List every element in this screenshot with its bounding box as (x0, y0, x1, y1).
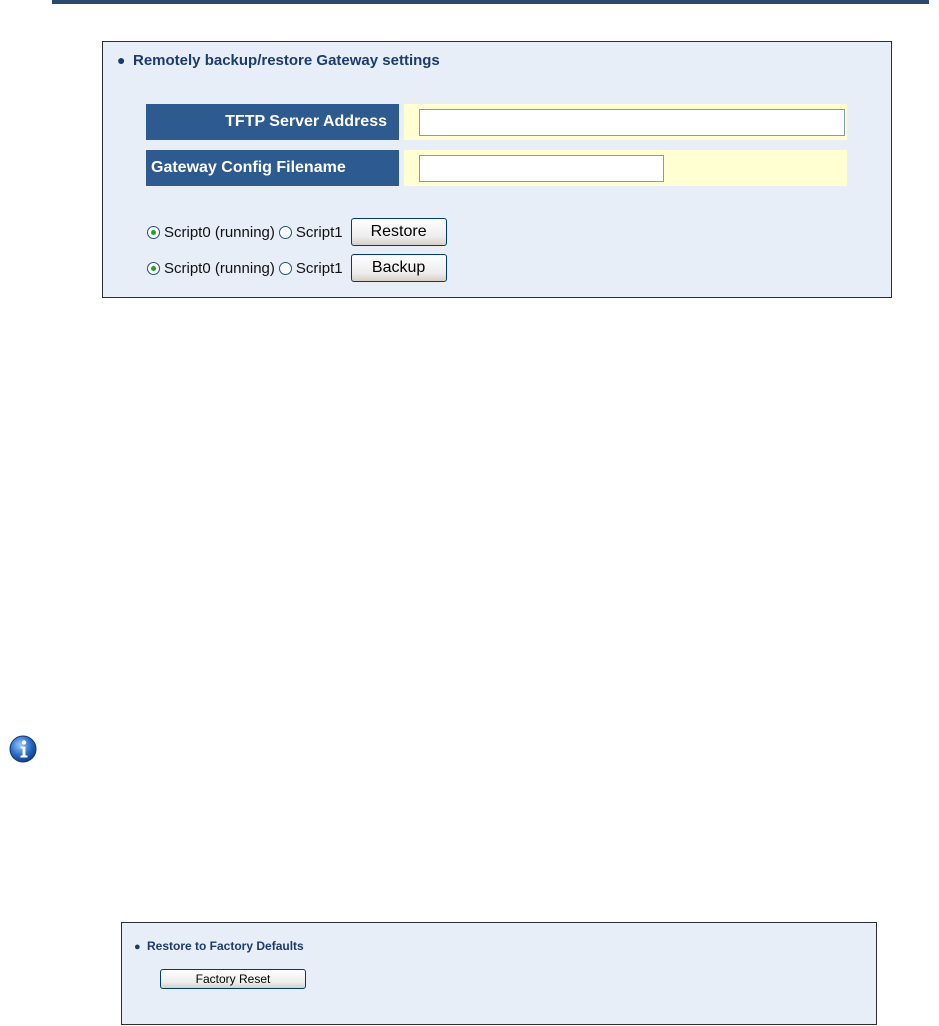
restore-script1-radio[interactable] (279, 226, 292, 239)
backup-restore-panel (102, 41, 892, 298)
factory-defaults-panel (121, 922, 877, 1025)
backup-restore-heading (117, 52, 440, 69)
backup-row (147, 254, 447, 282)
restore-script0-label: Script0 (running) (164, 223, 275, 241)
gateway-config-filename-cell (404, 150, 847, 186)
backup-restore-heading-text: Remotely backup/restore Gateway settings (133, 52, 440, 69)
gateway-config-filename-input[interactable] (419, 155, 664, 182)
restore-button[interactable]: Restore (351, 218, 447, 246)
backup-script0-radio[interactable] (147, 262, 160, 275)
factory-defaults-heading-text: Restore to Factory Defaults (147, 939, 304, 953)
factory-reset-button[interactable]: Factory Reset (160, 969, 306, 989)
restore-row (147, 218, 447, 246)
backup-script1-radio[interactable] (279, 262, 292, 275)
backup-script0-label: Script0 (running) (164, 259, 275, 277)
restore-script0-radio[interactable] (147, 226, 160, 239)
backup-script1-label: Script1 (295, 259, 343, 277)
tftp-server-address-label: TFTP Server Address (146, 104, 399, 140)
tftp-server-address-cell (404, 104, 847, 140)
bullet-icon: ● (134, 941, 141, 953)
tftp-server-address-input[interactable] (419, 109, 845, 136)
bullet-icon: ● (117, 52, 126, 68)
factory-defaults-heading (134, 939, 304, 953)
backup-button[interactable]: Backup (351, 254, 447, 282)
gateway-config-filename-label: Gateway Config Filename (146, 150, 399, 186)
top-header-rule (52, 0, 929, 4)
info-icon (8, 734, 38, 764)
restore-script1-label: Script1 (295, 223, 343, 241)
